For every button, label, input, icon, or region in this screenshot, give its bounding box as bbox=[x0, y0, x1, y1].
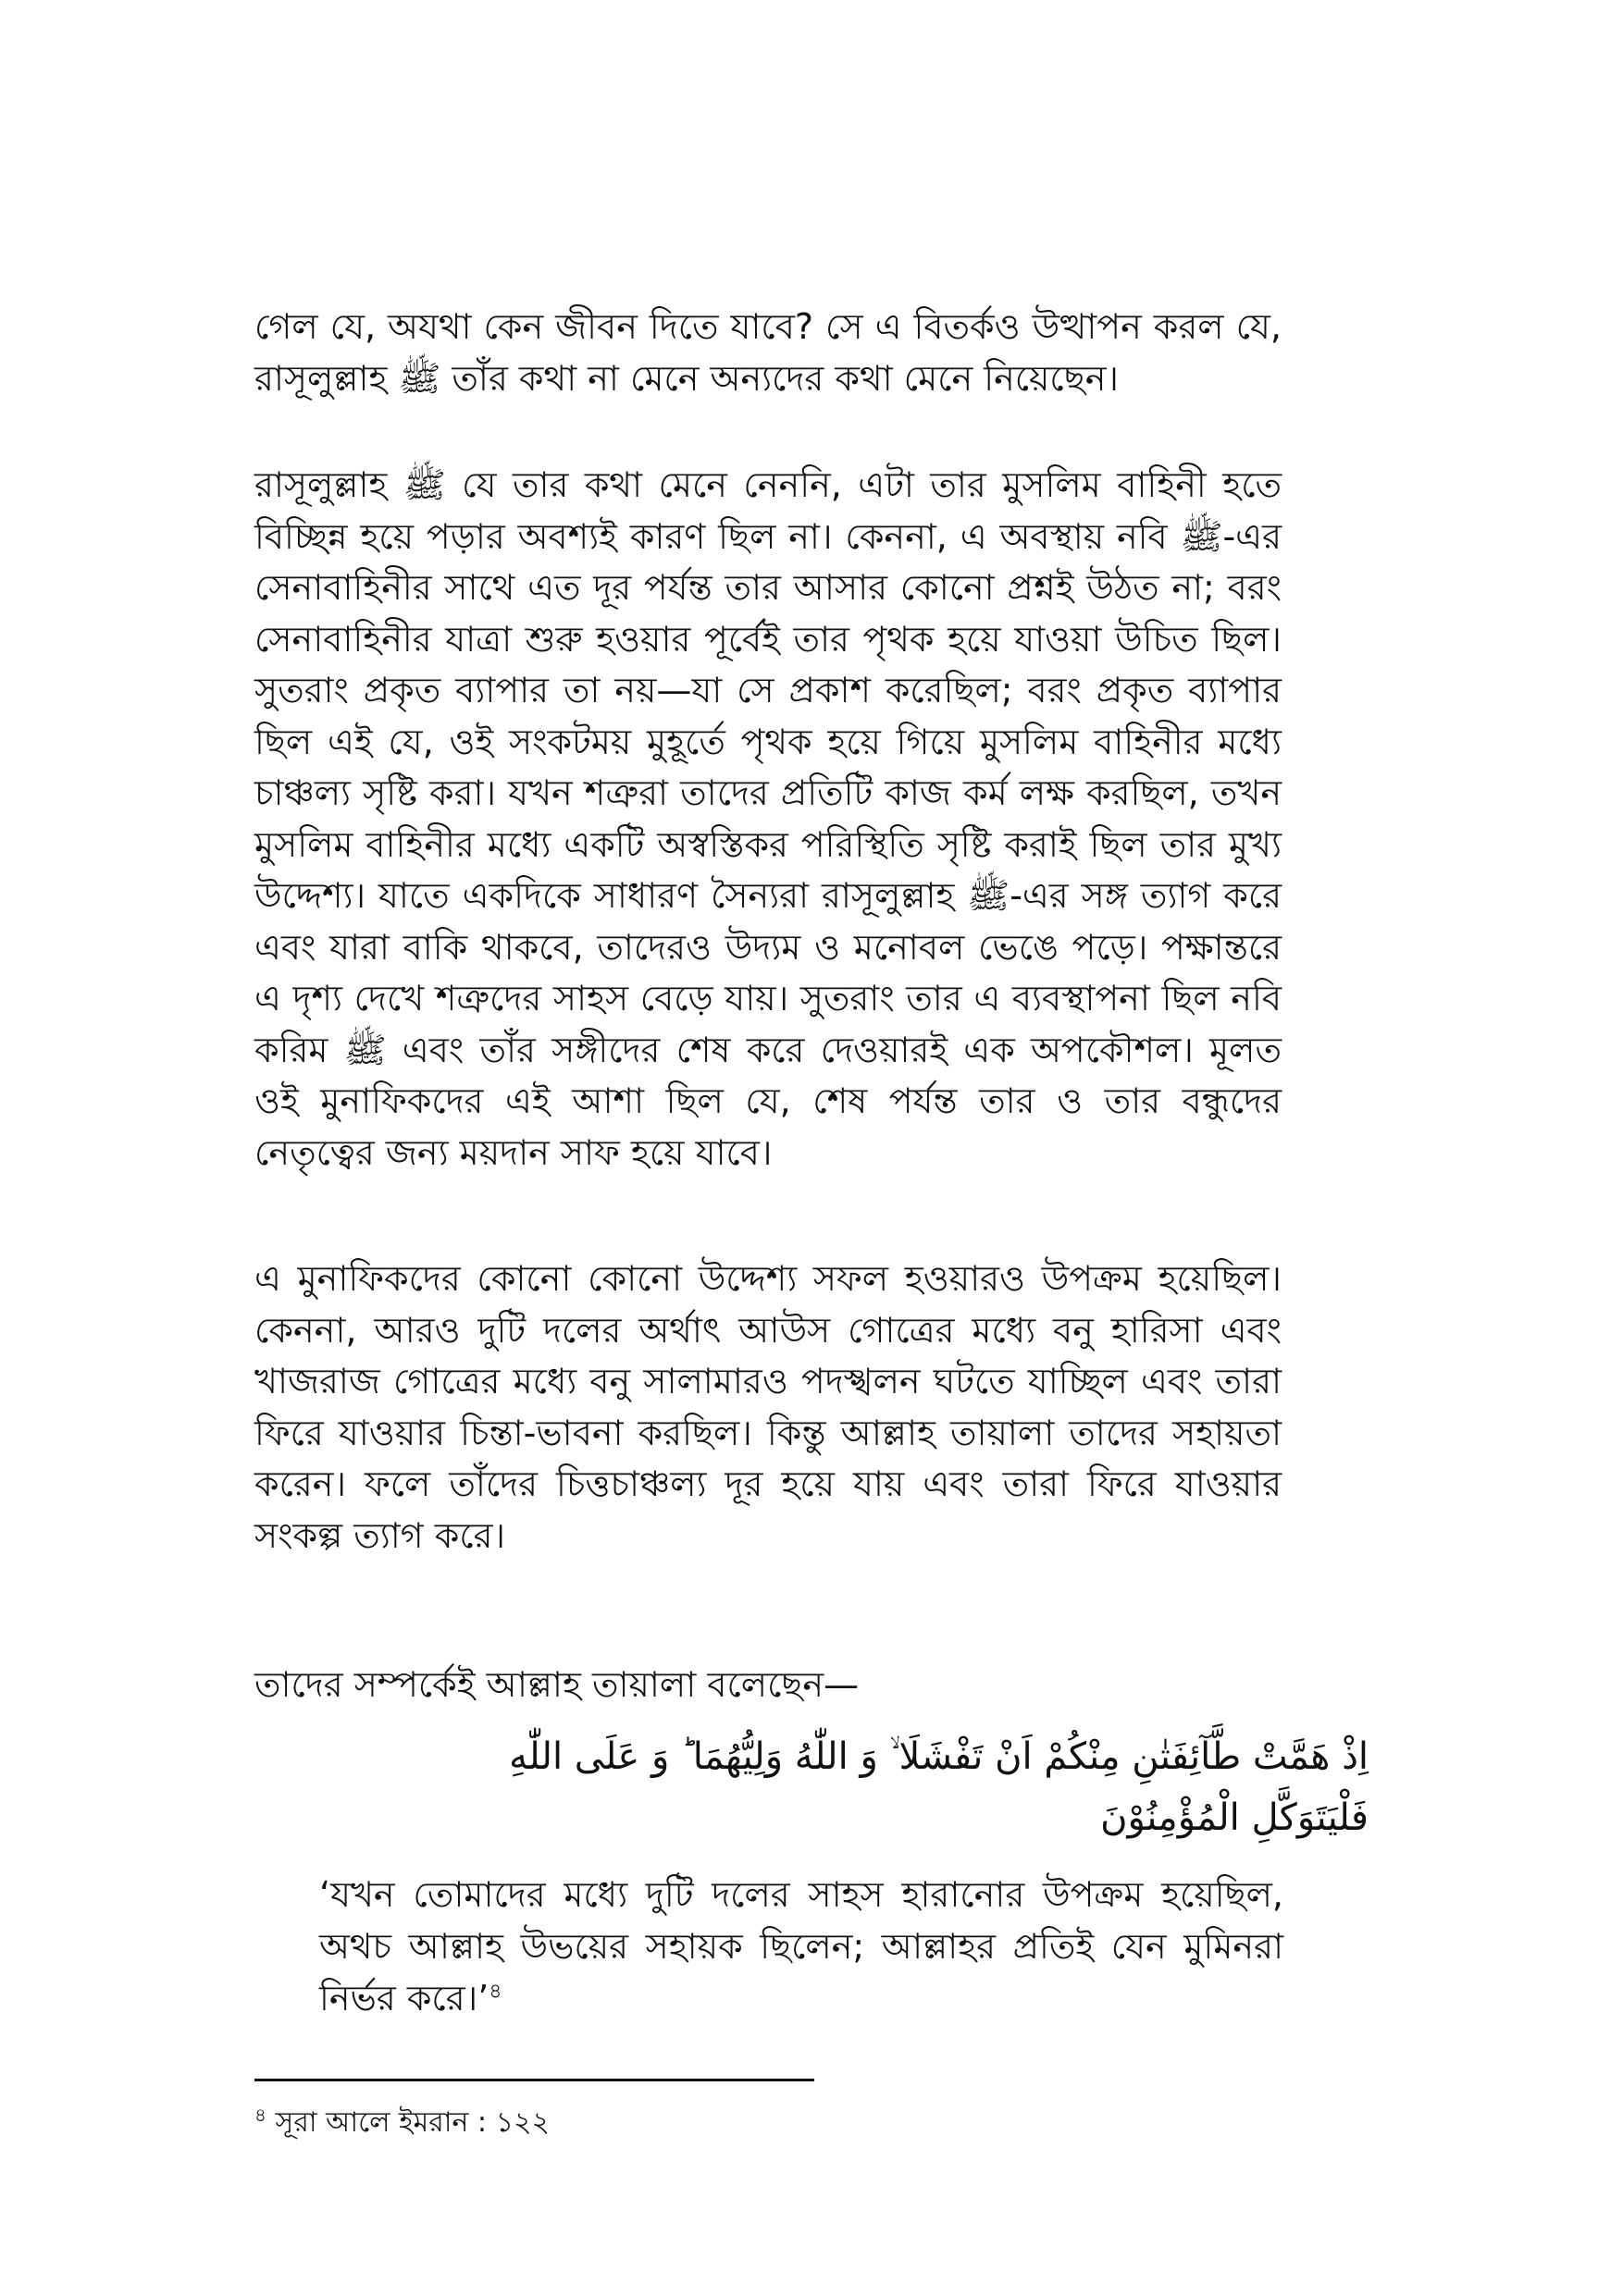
footnote-divider bbox=[254, 2079, 814, 2081]
paragraph-3: এ মুনাফিকদের কোনো কোনো উদ্দেশ্য সফল হওয়ারও উপক্রম হয়েছিল। কেননা, আরও দুটি দলের অর্থাৎ আউস গোত্রের মধ্যে বনু হারিসা এবং খাজরাজ গোত্রের মধ্যে বনু সালামারও পদস্খলন ঘটতে যাচ্ছিল এবং তারা ফিরে যাওয়ার চিন্তা-ভাবনা করছিল। কিন্তু আল্লাহ তায়ালা তাদের সহায়তা করেন। ফলে তাঁদের চিত্তচাঞ্চল্য দূর হয়ে যায় এবং তারা ফিরে যাওয়ার সংকল্প ত্যাগ করে। bbox=[254, 1258, 1282, 1556]
footnote-number: ৪ bbox=[254, 2104, 266, 2126]
paragraph-2: রাসূলুল্লাহ ﷺ যে তার কথা মেনে নেননি, এটা তার মুসলিম বাহিনী হতে বিচ্ছিন্ন হয়ে পড়ার অবশ্যই কারণ ছিল না। কেননা, এ অবস্থায় নবি ﷺ-এর সেনাবাহিনীর সাথে এত দূর পর্যন্ত তার আসার কোনো প্রশ্নই উঠত না; বরং সেনাবাহিনীর যাত্রা শুরু হওয়ার পূর্বেই তার পৃথক হয়ে যাওয়া উচিত ছিল। সুতরাং প্রকৃত ব্যাপার তা নয়—যা সে প্রকাশ করেছিল; বরং প্রকৃত ব্যাপার ছিল এই যে, ওই সংকটময় মুহূর্তে পৃথক হয়ে গিয়ে মুসলিম বাহিনীর মধ্যে চাঞ্চল্য সৃষ্টি করা। যখন শত্রুরা তাদের প্রতিটি কাজ কর্ম লক্ষ করছিল, তখন মুসলিম বাহিনীর মধ্যে একটি অস্বস্তিকর পরিস্থিতি সৃষ্টি করাই ছিল তার মুখ্য উদ্দেশ্য। যাতে একদিকে সাধারণ সৈন্যরা রাসূলুল্লাহ ﷺ-এর সঙ্গ ত্যাগ করে এবং যারা বাকি থাকবে, তাদেরও উদ্যম ও মনোবল ভেঙে পড়ে। পক্ষান্তরে এ দৃশ্য দেখে শত্রুদের সাহস বেড়ে যায়। সুতরাং তার এ ব্যবস্থাপনা ছিল নবি করিম ﷺ এবং তাঁর সঙ্গীদের শেষ করে দেওয়ারই এক অপকৌশল। মূলত ওই মুনাফিকদের এই আশা ছিল যে, শেষ পর্যন্ত তার ও তার বন্ধুদের নেতৃত্বের জন্য ময়দান সাফ হয়ে যাবে। bbox=[254, 464, 1282, 1173]
footnote-text: সূরা আলে ইমরান : ১২২ bbox=[275, 2106, 551, 2139]
footnote bbox=[254, 2105, 550, 2142]
verse-translation bbox=[319, 1869, 1283, 2024]
verse-translation-text: ‘যখন তোমাদের মধ্যে দুটি দলের সাহস হারানোর উপক্রম হয়েছিল, অথচ আল্লাহ উভয়ের সহায়ক ছিলেন; আল্লাহর প্রতিই যেন মুমিনরা নির্ভর করে।’ bbox=[319, 1874, 1283, 2018]
paragraph-1: গেল যে, অযথা কেন জীবন দিতে যাবে? সে এ বিতর্কও উত্থাপন করল যে, রাসূলুল্লাহ ﷺ তাঁর কথা না মেনে অন্যদের কথা মেনে নিয়েছেন। bbox=[254, 306, 1282, 399]
quran-verse-line-1: اِذْ هَمَّتْ طَّآئِفَتٰنِ مِنْكُمْ اَنْ تَفْشَلَا ۙ وَ اللّٰهُ وَلِيُّهُمَا ؕ وَ عَلَى اللّٰهِ bbox=[509, 1735, 1369, 1778]
quran-verse-line-2: فَلْيَتَوَكَّلِ الْمُؤْمِنُوْنَ bbox=[1100, 1796, 1369, 1839]
paragraph-4-intro: তাদের সম্পর্কেই আল্লাহ তায়ালা বলেছেন— bbox=[254, 1664, 860, 1705]
footnote-reference[interactable]: ৪ bbox=[489, 1980, 502, 2004]
